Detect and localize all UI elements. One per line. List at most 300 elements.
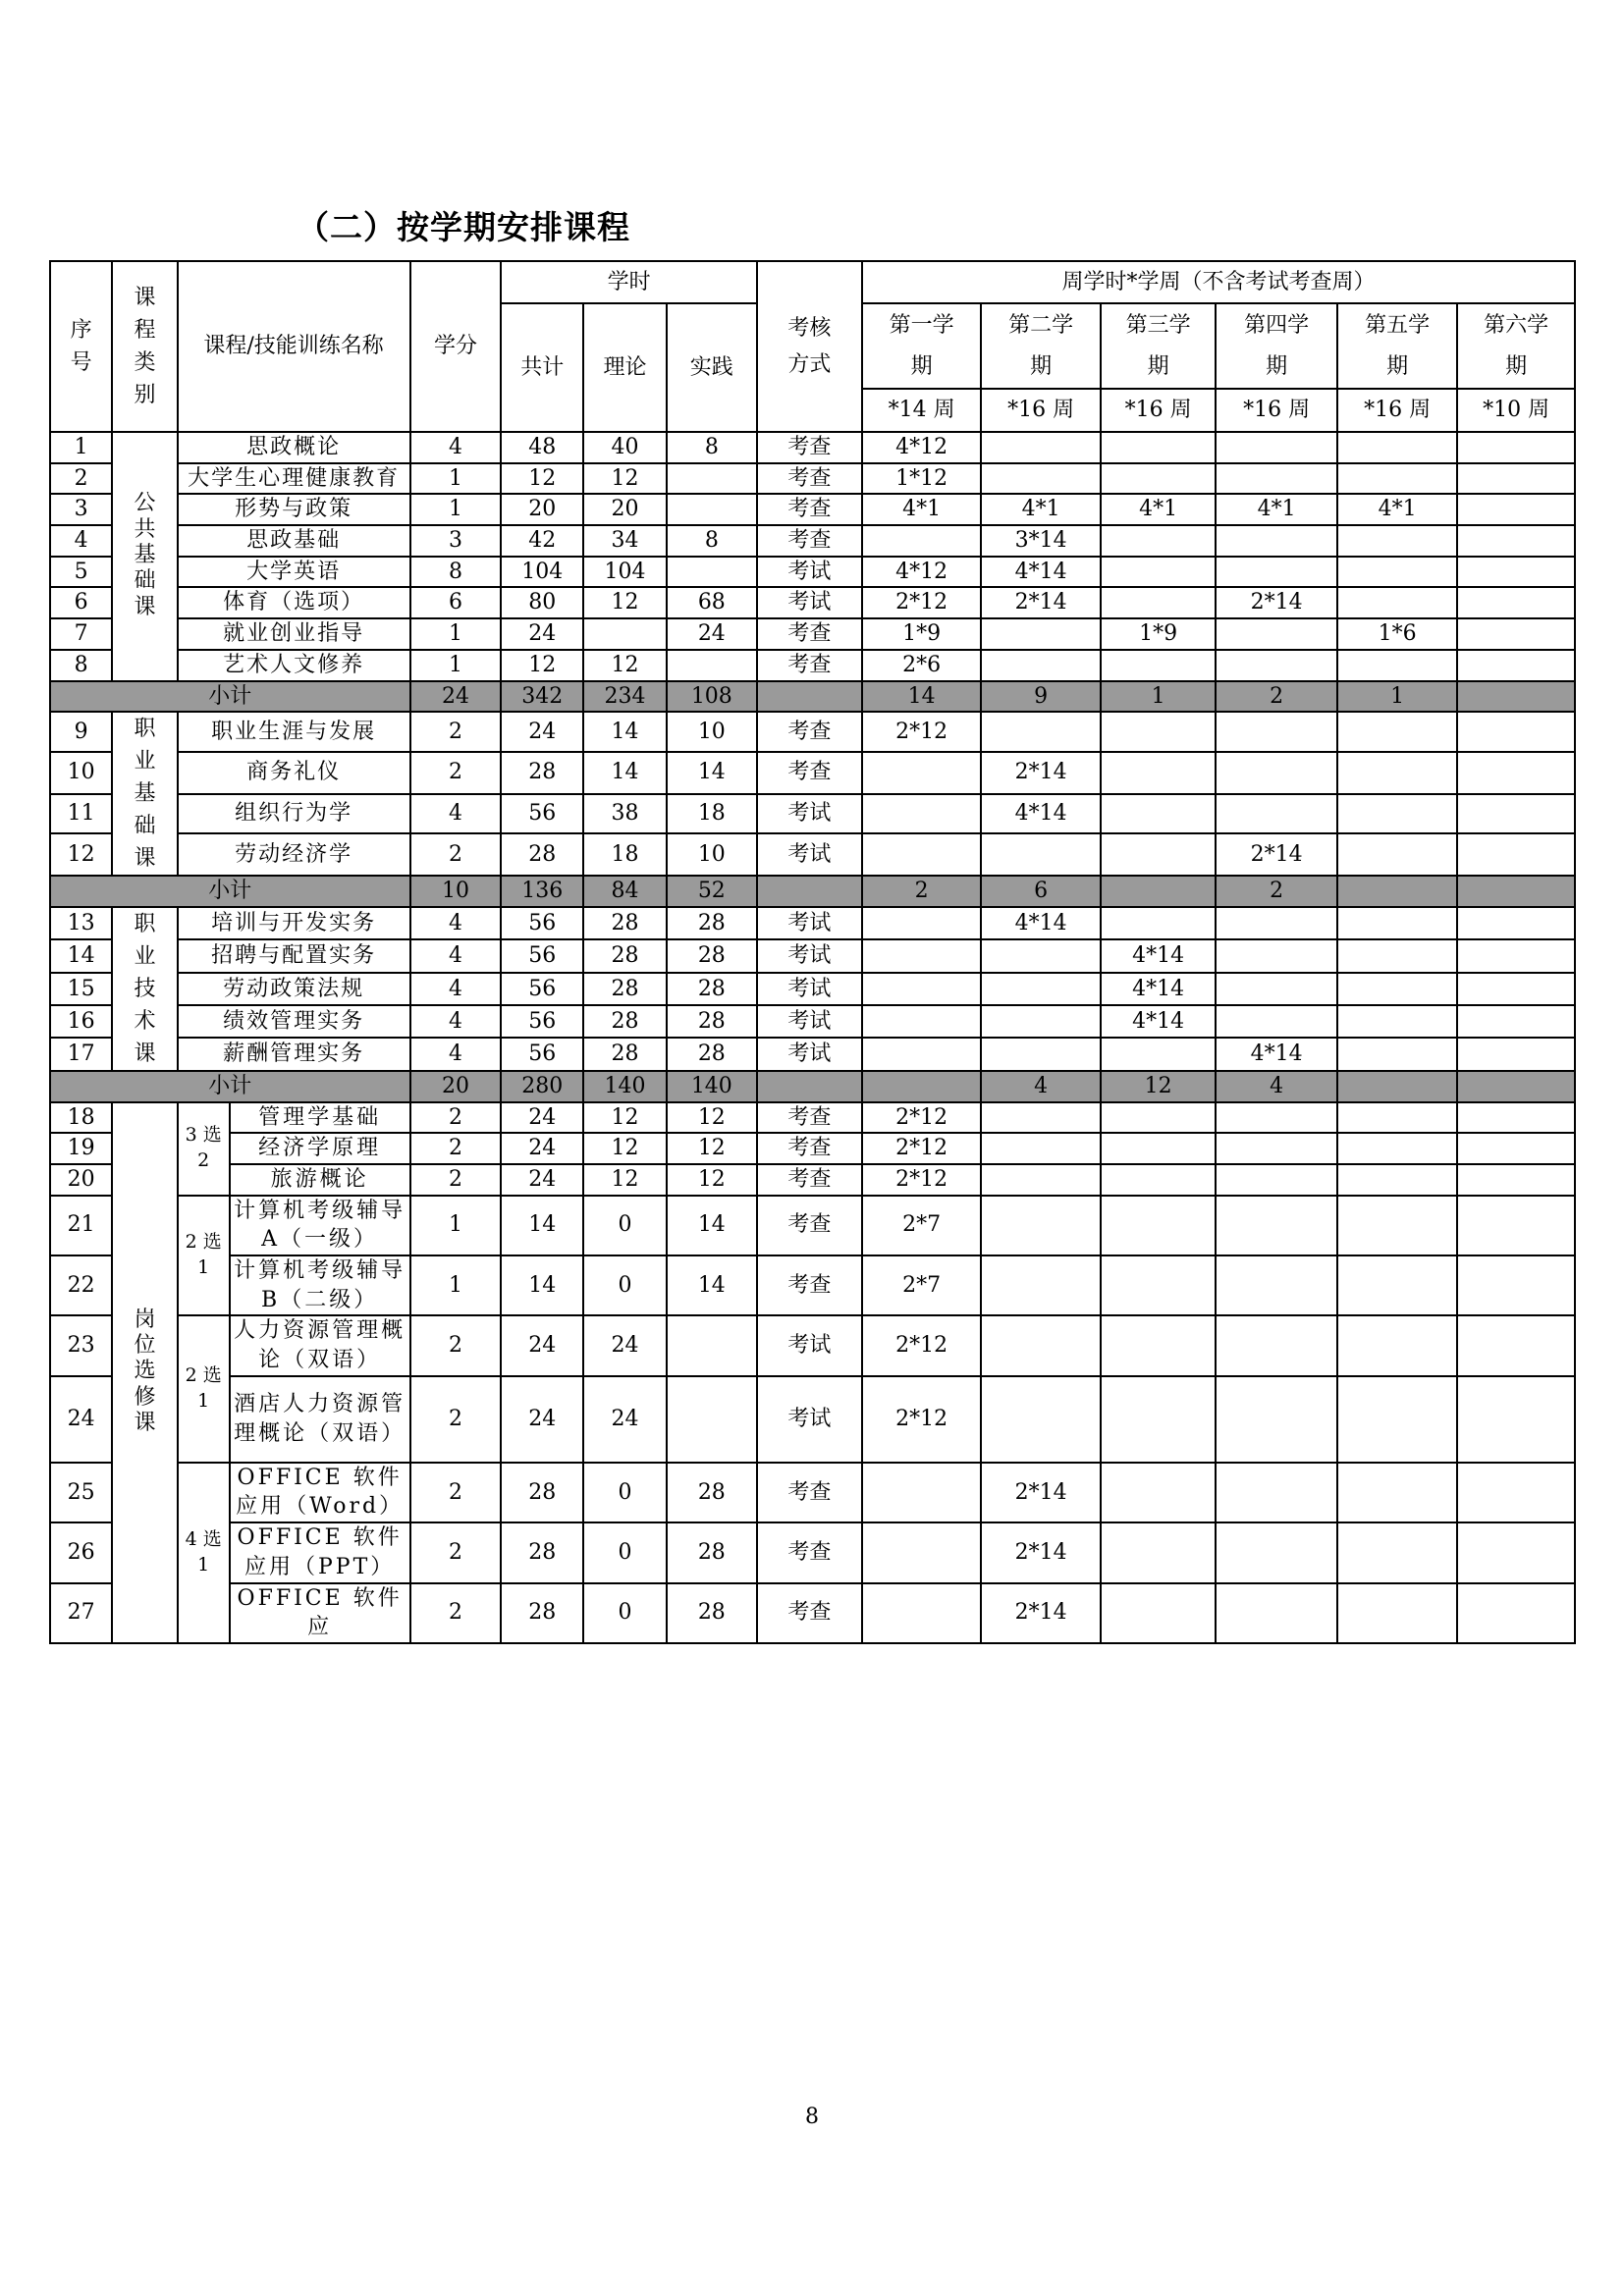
credits-cell: 1 <box>410 1196 502 1255</box>
course-name: 薪酬管理实务 <box>178 1038 410 1070</box>
semester-4-cell <box>1216 794 1337 834</box>
semester-1-cell: 2*12 <box>862 1315 981 1375</box>
theory-cell: 12 <box>583 1102 667 1134</box>
semester-2-cell: 4*14 <box>981 794 1100 834</box>
header-weeks-2: *16 周 <box>981 389 1100 432</box>
seq-cell: 21 <box>50 1196 112 1255</box>
semester-3-cell: 1*9 <box>1101 618 1216 650</box>
total-cell: 14 <box>501 1255 583 1315</box>
semester-6-cell <box>1457 1315 1575 1375</box>
subtotal-semester-2: 6 <box>981 876 1100 907</box>
choice-group-text: 2 选 1 <box>185 1231 222 1278</box>
semester-2-cell <box>981 1133 1100 1164</box>
semester-3-cell <box>1101 1463 1216 1522</box>
choice-group-1 <box>178 1102 230 1196</box>
theory-cell: 28 <box>583 939 667 972</box>
semester-4-cell: 2*14 <box>1216 833 1337 876</box>
semester-2-cell: 4*14 <box>981 907 1100 939</box>
header-weeks-1: *14 周 <box>862 389 981 432</box>
semester-4-cell <box>1216 939 1337 972</box>
semester-6-cell <box>1457 432 1575 463</box>
semester-1-cell: 1*9 <box>862 618 981 650</box>
semester-5-cell <box>1337 587 1458 618</box>
subtotal-practice: 108 <box>667 681 757 713</box>
semester-1-cell: 1*12 <box>862 463 981 495</box>
seq-cell: 4 <box>50 525 112 557</box>
semester-3-cell: 4*14 <box>1101 973 1216 1005</box>
seq-cell: 8 <box>50 650 112 681</box>
subtotal-semester-5 <box>1337 1071 1458 1102</box>
course-name: 形势与政策 <box>178 494 410 525</box>
assess-cell: 考查 <box>757 650 862 681</box>
semester-2-cell <box>981 650 1100 681</box>
header-category-text: 课程类别 <box>134 286 156 407</box>
course-name: 体育（选项） <box>178 587 410 618</box>
theory-cell: 28 <box>583 1038 667 1070</box>
semester-4-cell <box>1216 1376 1337 1463</box>
practice-cell: 12 <box>667 1164 757 1196</box>
semester-2-cell <box>981 432 1100 463</box>
practice-cell: 28 <box>667 939 757 972</box>
seq-cell: 10 <box>50 752 112 794</box>
seq-cell: 17 <box>50 1038 112 1070</box>
subtotal-row <box>50 876 1575 907</box>
semester-2-cell <box>981 1315 1100 1375</box>
semester-3-cell <box>1101 525 1216 557</box>
semester-2-cell: 2*14 <box>981 1522 1100 1582</box>
semester-5-cell <box>1337 1376 1458 1463</box>
semester-2-cell: 2*14 <box>981 1463 1100 1522</box>
credits-cell: 4 <box>410 973 502 1005</box>
assess-cell: 考查 <box>757 752 862 794</box>
practice-cell: 12 <box>667 1102 757 1134</box>
course-name: 人力资源管理概论（双语） <box>230 1315 410 1375</box>
table-row <box>50 752 1575 794</box>
seq-cell: 25 <box>50 1463 112 1522</box>
header-weekly-hours: 周学时*学周（不含考试考查周） <box>862 261 1575 303</box>
total-cell: 20 <box>501 494 583 525</box>
semester-1-cell: 2*7 <box>862 1255 981 1315</box>
table-row <box>50 907 1575 939</box>
seq-cell: 14 <box>50 939 112 972</box>
semester-2-cell <box>981 712 1100 752</box>
assess-cell: 考查 <box>757 432 862 463</box>
semester-5-cell <box>1337 432 1458 463</box>
semester-2-cell: 2*14 <box>981 752 1100 794</box>
semester-2-cell <box>981 1005 1100 1038</box>
course-schedule-table <box>49 260 1576 1644</box>
table-row <box>50 261 1575 303</box>
semester-2-cell <box>981 833 1100 876</box>
semester-1-cell <box>862 907 981 939</box>
course-name: OFFICE 软件应用（Word） <box>230 1463 410 1522</box>
theory-cell: 24 <box>583 1315 667 1375</box>
assess-cell: 考查 <box>757 1133 862 1164</box>
table-row <box>50 1315 1575 1375</box>
credits-cell: 2 <box>410 833 502 876</box>
table-row <box>50 1005 1575 1038</box>
semester-6-cell <box>1457 1164 1575 1196</box>
total-cell: 14 <box>501 1196 583 1255</box>
category-vocational-basic <box>112 712 177 876</box>
credits-cell: 2 <box>410 1583 502 1643</box>
semester-5-cell <box>1337 794 1458 834</box>
subtotal-semester-1 <box>862 1071 981 1102</box>
header-weeks-5: *16 周 <box>1337 389 1458 432</box>
practice-cell: 28 <box>667 1463 757 1522</box>
course-name: 商务礼仪 <box>178 752 410 794</box>
semester-5-cell <box>1337 833 1458 876</box>
theory-cell: 24 <box>583 1376 667 1463</box>
seq-cell: 7 <box>50 618 112 650</box>
subtotal-semester-1: 2 <box>862 876 981 907</box>
subtotal-semester-3: 1 <box>1101 681 1216 713</box>
semester-4-cell <box>1216 1463 1337 1522</box>
semester-4-cell <box>1216 432 1337 463</box>
course-name: OFFICE 软件应用（PPT） <box>230 1522 410 1582</box>
semester-2-cell: 2*14 <box>981 587 1100 618</box>
header-semester-2 <box>981 303 1100 389</box>
table-row <box>50 525 1575 557</box>
practice-cell <box>667 1376 757 1463</box>
semester-3-cell: 4*14 <box>1101 1005 1216 1038</box>
course-name: 计算机考级辅导 B（二级） <box>230 1255 410 1315</box>
header-weeks-4: *16 周 <box>1216 389 1337 432</box>
semester-3-cell <box>1101 1315 1216 1375</box>
practice-cell: 8 <box>667 525 757 557</box>
assess-cell: 考查 <box>757 1583 862 1643</box>
table-row <box>50 432 1575 463</box>
header-semester-3 <box>1101 303 1216 389</box>
semester-3-cell <box>1101 1376 1216 1463</box>
credits-cell: 2 <box>410 1522 502 1582</box>
semester-5-cell <box>1337 1133 1458 1164</box>
seq-cell: 22 <box>50 1255 112 1315</box>
credits-cell: 4 <box>410 432 502 463</box>
semester-1-cell <box>862 939 981 972</box>
semester-3-cell <box>1101 587 1216 618</box>
semester-5-cell <box>1337 907 1458 939</box>
theory-cell: 38 <box>583 794 667 834</box>
course-name: 就业创业指导 <box>178 618 410 650</box>
theory-cell <box>583 618 667 650</box>
semester-5-cell <box>1337 1005 1458 1038</box>
subtotal-label: 小计 <box>50 1071 410 1102</box>
seq-cell: 9 <box>50 712 112 752</box>
header-course-name: 课程/技能训练名称 <box>178 261 410 432</box>
header-weeks-3: *16 周 <box>1101 389 1216 432</box>
semester-1-cell: 2*6 <box>862 650 981 681</box>
semester-3-cell <box>1101 1522 1216 1582</box>
table-row <box>50 1463 1575 1522</box>
assess-cell: 考查 <box>757 1255 862 1315</box>
semester-6-cell <box>1457 1255 1575 1315</box>
subtotal-total: 342 <box>501 681 583 713</box>
header-semester-label: 第二学期 <box>1008 312 1074 379</box>
semester-6-cell <box>1457 1102 1575 1134</box>
course-name: 管理学基础 <box>230 1102 410 1134</box>
semester-6-cell <box>1457 1376 1575 1463</box>
semester-2-cell <box>981 973 1100 1005</box>
table-row <box>50 712 1575 752</box>
seq-cell: 1 <box>50 432 112 463</box>
total-cell: 24 <box>501 712 583 752</box>
semester-1-cell <box>862 1005 981 1038</box>
theory-cell: 0 <box>583 1255 667 1315</box>
header-theory: 理论 <box>583 303 667 432</box>
choice-group-text: 4 选 1 <box>185 1528 222 1575</box>
semester-3-cell <box>1101 557 1216 588</box>
table-row <box>50 1102 1575 1134</box>
header-hours: 学时 <box>501 261 756 303</box>
header-semester-label: 第六学期 <box>1484 312 1549 379</box>
seq-cell: 18 <box>50 1102 112 1134</box>
practice-cell: 14 <box>667 1196 757 1255</box>
practice-cell <box>667 1315 757 1375</box>
semester-1-cell: 2*12 <box>862 1102 981 1134</box>
total-cell: 28 <box>501 1522 583 1582</box>
semester-6-cell <box>1457 1522 1575 1582</box>
semester-5-cell <box>1337 650 1458 681</box>
seq-cell: 12 <box>50 833 112 876</box>
credits-cell: 4 <box>410 794 502 834</box>
semester-4-cell <box>1216 525 1337 557</box>
semester-5-cell <box>1337 557 1458 588</box>
choice-group-2 <box>178 1196 230 1316</box>
semester-3-cell <box>1101 907 1216 939</box>
semester-6-cell <box>1457 1038 1575 1070</box>
practice-cell: 14 <box>667 752 757 794</box>
assess-cell: 考查 <box>757 463 862 495</box>
theory-cell: 14 <box>583 752 667 794</box>
header-weeks-6: *10 周 <box>1457 389 1575 432</box>
semester-6-cell <box>1457 973 1575 1005</box>
table-row <box>50 463 1575 495</box>
semester-5-cell <box>1337 1164 1458 1196</box>
table-row <box>50 794 1575 834</box>
semester-3-cell <box>1101 1255 1216 1315</box>
theory-cell: 28 <box>583 973 667 1005</box>
table-row <box>50 587 1575 618</box>
semester-2-cell <box>981 1164 1100 1196</box>
header-semester-label: 第一学期 <box>889 312 954 379</box>
credits-cell: 2 <box>410 712 502 752</box>
course-name: 组织行为学 <box>178 794 410 834</box>
semester-2-cell <box>981 1196 1100 1255</box>
category-elective <box>112 1102 177 1643</box>
subtotal-row <box>50 1071 1575 1102</box>
credits-cell: 4 <box>410 907 502 939</box>
practice-cell: 18 <box>667 794 757 834</box>
assess-cell: 考查 <box>757 618 862 650</box>
course-name: 劳动政策法规 <box>178 973 410 1005</box>
semester-3-cell <box>1101 1164 1216 1196</box>
semester-3-cell: 4*14 <box>1101 939 1216 972</box>
subtotal-theory: 234 <box>583 681 667 713</box>
semester-4-cell: 2*14 <box>1216 587 1337 618</box>
semester-5-cell <box>1337 525 1458 557</box>
total-cell: 28 <box>501 833 583 876</box>
theory-cell: 28 <box>583 907 667 939</box>
theory-cell: 34 <box>583 525 667 557</box>
semester-4-cell <box>1216 1133 1337 1164</box>
category-public <box>112 432 177 681</box>
assess-cell: 考试 <box>757 1376 862 1463</box>
semester-5-cell <box>1337 1583 1458 1643</box>
total-cell: 24 <box>501 1376 583 1463</box>
semester-2-cell <box>981 1255 1100 1315</box>
semester-3-cell <box>1101 650 1216 681</box>
course-name: 劳动经济学 <box>178 833 410 876</box>
total-cell: 56 <box>501 794 583 834</box>
total-cell: 56 <box>501 1005 583 1038</box>
semester-6-cell <box>1457 618 1575 650</box>
table-row <box>50 557 1575 588</box>
course-name: 旅游概论 <box>230 1164 410 1196</box>
semester-6-cell <box>1457 907 1575 939</box>
table-row <box>50 1522 1575 1582</box>
total-cell: 56 <box>501 939 583 972</box>
subtotal-total: 280 <box>501 1071 583 1102</box>
assess-cell: 考试 <box>757 794 862 834</box>
credits-cell: 1 <box>410 463 502 495</box>
theory-cell: 0 <box>583 1583 667 1643</box>
practice-cell: 14 <box>667 1255 757 1315</box>
category-vocational-tech-text: 职业技术课 <box>134 911 156 1066</box>
assess-cell: 考查 <box>757 1102 862 1134</box>
semester-4-cell <box>1216 1522 1337 1582</box>
header-total: 共计 <box>501 303 583 432</box>
header-semester-4 <box>1216 303 1337 389</box>
table-row <box>50 1038 1575 1070</box>
total-cell: 24 <box>501 1102 583 1134</box>
semester-6-cell <box>1457 712 1575 752</box>
seq-cell: 26 <box>50 1522 112 1582</box>
semester-1-cell: 2*12 <box>862 712 981 752</box>
semester-4-cell <box>1216 1583 1337 1643</box>
semester-4-cell <box>1216 907 1337 939</box>
subtotal-credits: 20 <box>410 1071 502 1102</box>
section-title: （二）按学期安排课程 <box>297 208 630 246</box>
assess-cell: 考试 <box>757 587 862 618</box>
header-assessment-text: 考核方式 <box>787 315 832 377</box>
assess-cell: 考试 <box>757 557 862 588</box>
course-name: 计算机考级辅导 A（一级） <box>230 1196 410 1255</box>
semester-6-cell <box>1457 525 1575 557</box>
course-name: 绩效管理实务 <box>178 1005 410 1038</box>
credits-cell: 2 <box>410 1463 502 1522</box>
semester-3-cell <box>1101 1583 1216 1643</box>
semester-5-cell <box>1337 1196 1458 1255</box>
semester-5-cell: 1*6 <box>1337 618 1458 650</box>
total-cell: 56 <box>501 1038 583 1070</box>
seq-cell: 19 <box>50 1133 112 1164</box>
credits-cell: 2 <box>410 1102 502 1134</box>
assess-cell: 考试 <box>757 1315 862 1375</box>
assess-cell: 考查 <box>757 494 862 525</box>
semester-1-cell: 2*7 <box>862 1196 981 1255</box>
seq-cell: 16 <box>50 1005 112 1038</box>
semester-6-cell <box>1457 752 1575 794</box>
practice-cell: 28 <box>667 973 757 1005</box>
semester-3-cell <box>1101 1102 1216 1134</box>
semester-1-cell <box>862 752 981 794</box>
seq-cell: 3 <box>50 494 112 525</box>
total-cell: 48 <box>501 432 583 463</box>
subtotal-practice: 140 <box>667 1071 757 1102</box>
choice-group-3 <box>178 1315 230 1462</box>
total-cell: 24 <box>501 1133 583 1164</box>
semester-4-cell <box>1216 1102 1337 1134</box>
category-elective-text: 岗位选修课 <box>134 1307 156 1436</box>
semester-1-cell <box>862 833 981 876</box>
semester-2-cell: 2*14 <box>981 1583 1100 1643</box>
practice-cell: 10 <box>667 833 757 876</box>
assess-cell: 考查 <box>757 525 862 557</box>
credits-cell: 2 <box>410 1164 502 1196</box>
total-cell: 28 <box>501 1463 583 1522</box>
semester-3-cell <box>1101 1133 1216 1164</box>
seq-cell: 24 <box>50 1376 112 1463</box>
semester-5-cell: 4*1 <box>1337 494 1458 525</box>
total-cell: 24 <box>501 1315 583 1375</box>
semester-6-cell <box>1457 463 1575 495</box>
credits-cell: 4 <box>410 1038 502 1070</box>
theory-cell: 14 <box>583 712 667 752</box>
seq-cell: 11 <box>50 794 112 834</box>
semester-2-cell: 3*14 <box>981 525 1100 557</box>
header-semester-6 <box>1457 303 1575 389</box>
credits-cell: 1 <box>410 494 502 525</box>
assess-cell: 考试 <box>757 1038 862 1070</box>
subtotal-row <box>50 681 1575 713</box>
header-semester-5 <box>1337 303 1458 389</box>
seq-cell: 13 <box>50 907 112 939</box>
course-name: 酒店人力资源管理概论（双语） <box>230 1376 410 1463</box>
subtotal-total: 136 <box>501 876 583 907</box>
practice-cell: 12 <box>667 1133 757 1164</box>
semester-3-cell <box>1101 712 1216 752</box>
subtotal-semester-3: 12 <box>1101 1071 1216 1102</box>
semester-1-cell: 4*1 <box>862 494 981 525</box>
total-cell: 56 <box>501 973 583 1005</box>
semester-6-cell <box>1457 833 1575 876</box>
assess-cell: 考查 <box>757 712 862 752</box>
semester-1-cell: 4*12 <box>862 432 981 463</box>
semester-1-cell <box>862 973 981 1005</box>
table-row <box>50 650 1575 681</box>
table-row <box>50 494 1575 525</box>
total-cell: 80 <box>501 587 583 618</box>
semester-4-cell <box>1216 752 1337 794</box>
theory-cell: 28 <box>583 1005 667 1038</box>
category-vocational-tech <box>112 907 177 1071</box>
subtotal-semester-4: 4 <box>1216 1071 1337 1102</box>
practice-cell <box>667 463 757 495</box>
subtotal-assess <box>757 876 862 907</box>
course-name: 经济学原理 <box>230 1133 410 1164</box>
seq-cell: 2 <box>50 463 112 495</box>
semester-2-cell <box>981 1102 1100 1134</box>
table-row <box>50 1133 1575 1164</box>
table-row <box>50 1164 1575 1196</box>
semester-1-cell <box>862 1522 981 1582</box>
semester-4-cell: 4*1 <box>1216 494 1337 525</box>
theory-cell: 18 <box>583 833 667 876</box>
semester-4-cell <box>1216 463 1337 495</box>
choice-group-4 <box>178 1463 230 1643</box>
seq-cell: 15 <box>50 973 112 1005</box>
